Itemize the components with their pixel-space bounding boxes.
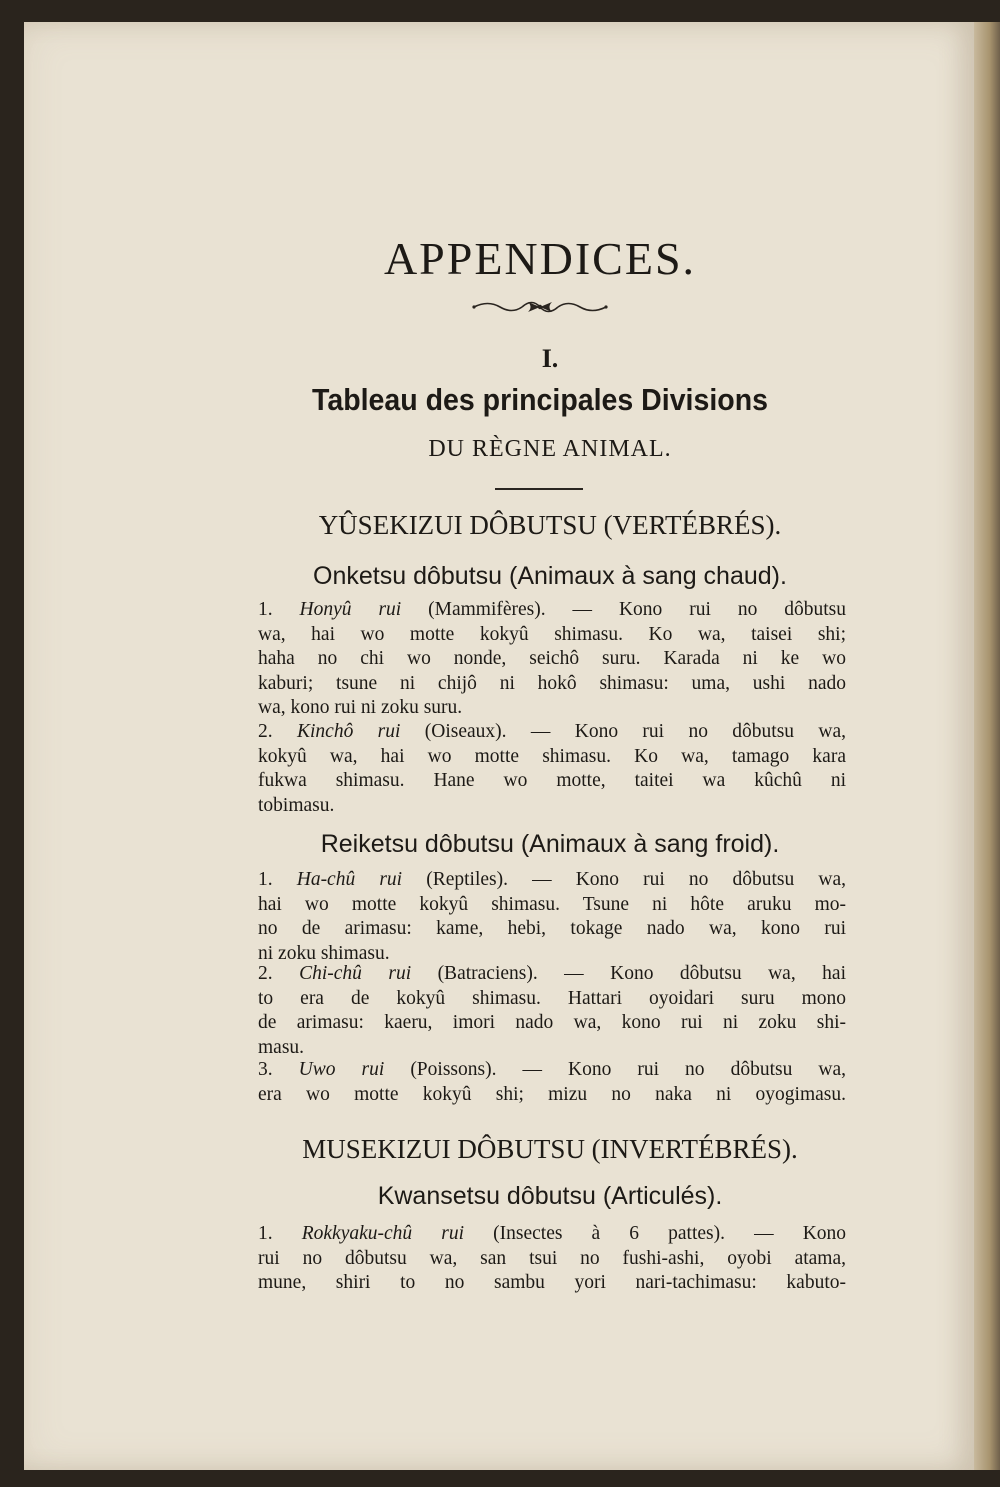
- warm-blooded-heading: Onketsu dôbutsu (Animaux à sang chaud).: [313, 562, 787, 590]
- item-line: (Insectes à 6 pattes). — Kono: [493, 1223, 847, 1244]
- item-name: Honyû rui: [299, 599, 402, 620]
- item-line: rui no dôbutsu wa, san tsui no fushi-ashi, oyobi atama,: [258, 1247, 846, 1269]
- page-title: APPENDICES.: [383, 233, 697, 284]
- item-line: (Mammifères). — Kono rui no dôbutsu: [428, 599, 846, 620]
- list-item-insects: [258, 1222, 846, 1296]
- item-number: 3.: [258, 1059, 273, 1080]
- list-item-batrachians: [258, 962, 846, 1060]
- table-title: Tableau des principales Divisions: [312, 382, 768, 417]
- item-line: tobimasu.: [258, 794, 335, 816]
- item-line: to era de kokyû shimasu. Hattari oyoidari suru mono: [258, 987, 846, 1009]
- item-line: de arimasu: kaeru, imori nado wa, kono rui ni zoku shi-: [258, 1012, 846, 1034]
- invertebrates-heading: MUSEKIZUI DÔBUTSU (INVERTÉBRÉS).: [302, 1134, 798, 1164]
- item-line: kokyû wa, hai wo motte shimasu. Ko wa, tamago kara: [258, 745, 846, 767]
- item-line: kaburi; tsune ni chijô ni hokô shimasu: uma, ushi nado: [258, 672, 846, 694]
- item-number: 1.: [258, 1223, 273, 1244]
- item-number: 1.: [258, 599, 273, 620]
- item-line: era wo motte kokyû shi; mizu no naka ni oyogimasu.: [258, 1083, 846, 1105]
- item-line: haha no chi wo nonde, seichô suru. Karada ni ke wo: [258, 648, 846, 670]
- item-line: (Reptiles). — Kono rui no dôbutsu wa,: [426, 869, 846, 890]
- item-name: Chi-chû rui: [299, 963, 412, 984]
- item-number: 1.: [258, 869, 273, 890]
- cold-blooded-heading: Reiketsu dôbutsu (Animaux à sang froid).: [320, 830, 780, 858]
- item-line: mune, shiri to no sambu yori nari-tachimasu: kabuto-: [258, 1272, 846, 1294]
- list-item-mammals: [258, 598, 846, 721]
- page-edge: [974, 22, 1000, 1470]
- item-line: (Batraciens). — Kono dôbutsu wa, hai: [437, 963, 846, 984]
- item-line: wa, kono rui ni zoku suru.: [258, 697, 463, 719]
- divider-rule: [495, 488, 583, 490]
- item-number: 2.: [258, 721, 273, 742]
- item-name: Rokkyaku-chû rui: [301, 1223, 465, 1244]
- vertebrates-heading: YÛSEKIZUI DÔBUTSU (VERTÉBRÉS).: [318, 510, 782, 540]
- table-subtitle: DU RÈGNE ANIMAL.: [428, 436, 672, 462]
- item-line: ni zoku shimasu.: [258, 942, 390, 964]
- articulated-heading: Kwansetsu dôbutsu (Articulés).: [377, 1182, 723, 1210]
- list-item-reptiles: [258, 868, 846, 966]
- item-name: Uwo rui: [298, 1059, 385, 1080]
- item-number: 2.: [258, 963, 273, 984]
- item-line: fukwa shimasu. Hane wo motte, taitei wa kûchû ni: [258, 770, 846, 792]
- item-line: hai wo motte kokyû shimasu. Tsune ni hôte aruku mo-: [258, 893, 846, 915]
- item-line: wa, hai wo motte kokyû shimasu. Ko wa, taisei shi;: [258, 623, 846, 645]
- list-item-birds: [258, 720, 846, 818]
- section-number: I.: [541, 344, 559, 373]
- item-name: Ha-chû rui: [296, 869, 403, 890]
- item-line: no de arimasu: kame, hebi, tokage nado wa, kono rui: [258, 918, 846, 940]
- item-line: masu.: [258, 1036, 305, 1058]
- item-name: Kinchô rui: [296, 721, 401, 742]
- item-line: (Oiseaux). — Kono rui no dôbutsu wa,: [424, 721, 847, 742]
- ornament-fleuron-icon: [0, 296, 1000, 323]
- list-item-fish: [258, 1058, 846, 1107]
- item-line: (Poissons). — Kono rui no dôbutsu wa,: [410, 1059, 846, 1080]
